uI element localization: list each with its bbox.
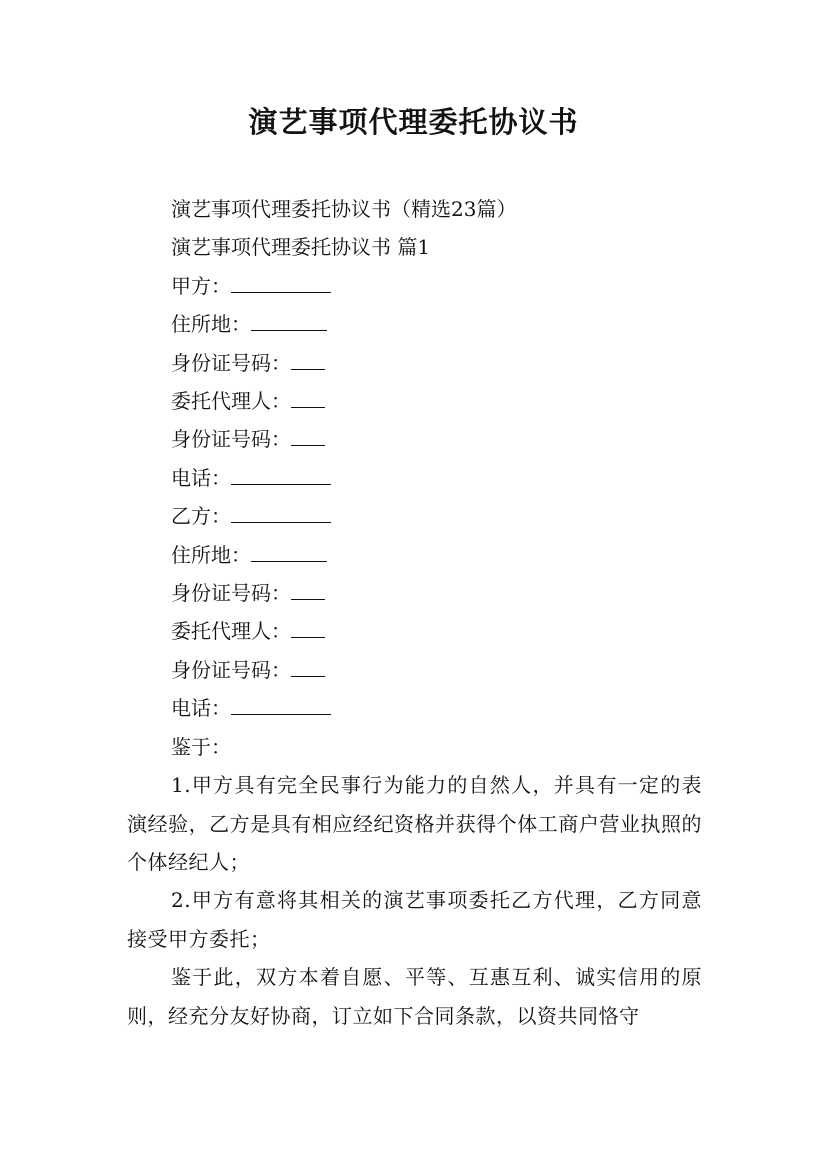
party-b-label: 乙方： — [171, 504, 231, 529]
party-b-phone-row — [127, 689, 702, 727]
party-a-agent-row — [127, 382, 702, 420]
party-b-id-label: 身份证号码： — [171, 581, 291, 606]
party-b-agent-label: 委托代理人： — [171, 619, 291, 644]
section-heading: 演艺事项代理委托协议书 篇1 — [171, 235, 431, 260]
party-a-agent-blank — [291, 389, 325, 408]
document-body — [127, 190, 702, 1035]
party-a-id-blank — [291, 351, 325, 370]
party-b-address-blank — [251, 543, 327, 562]
party-a-id-label: 身份证号码： — [171, 350, 291, 375]
party-a-blank — [231, 274, 331, 293]
subtitle: 演艺事项代理委托协议书（精选23篇） — [171, 197, 517, 221]
party-a-row — [127, 267, 702, 305]
party-a-address-row — [127, 305, 702, 343]
party-b-id-blank — [291, 581, 325, 600]
party-b-address-row — [127, 536, 702, 574]
party-a-agent-id-label: 身份证号码： — [171, 427, 291, 452]
party-b-agent-id-label: 身份证号码： — [171, 657, 291, 682]
party-a-phone-blank — [231, 466, 331, 485]
party-a-agent-label: 委托代理人： — [171, 389, 291, 414]
party-b-row — [127, 497, 702, 535]
party-a-agent-id-blank — [291, 427, 325, 446]
clause-paragraph: 2.甲方有意将其相关的演艺事项委托乙方代理，乙方同意接受甲方委托； — [127, 888, 702, 951]
party-b-agent-id-blank — [291, 658, 325, 677]
party-b-phone-label: 电话： — [171, 696, 231, 721]
party-b-agent-row — [127, 612, 702, 650]
party-b-id-row — [127, 574, 702, 612]
party-b-agent-blank — [291, 619, 325, 638]
party-b-phone-blank — [231, 696, 331, 715]
party-b-address-label: 住所地： — [171, 542, 251, 567]
party-b-blank — [231, 504, 331, 523]
whereas-label: 鉴于： — [171, 734, 231, 759]
party-a-address-label: 住所地： — [171, 312, 251, 337]
clause-paragraph: 1.甲方具有完全民事行为能力的自然人，并具有一定的表演经验，乙方是具有相应经纪资格并获得个体工商户营业执照的个体经纪人； — [127, 773, 702, 874]
party-a-agent-id-row — [127, 420, 702, 458]
party-a-address-blank — [251, 312, 327, 331]
party-a-phone-label: 电话： — [171, 465, 231, 490]
party-a-phone-row — [127, 459, 702, 497]
party-a-label: 甲方： — [171, 273, 231, 298]
document-title: 演艺事项代理委托协议书 — [248, 105, 579, 139]
clause-paragraph: 鉴于此，双方本着自愿、平等、互惠互利、诚实信用的原则，经充分友好协商，订立如下合同条款，以资共同恪守 — [127, 965, 702, 1028]
party-a-id-row — [127, 344, 702, 382]
party-b-agent-id-row — [127, 651, 702, 689]
